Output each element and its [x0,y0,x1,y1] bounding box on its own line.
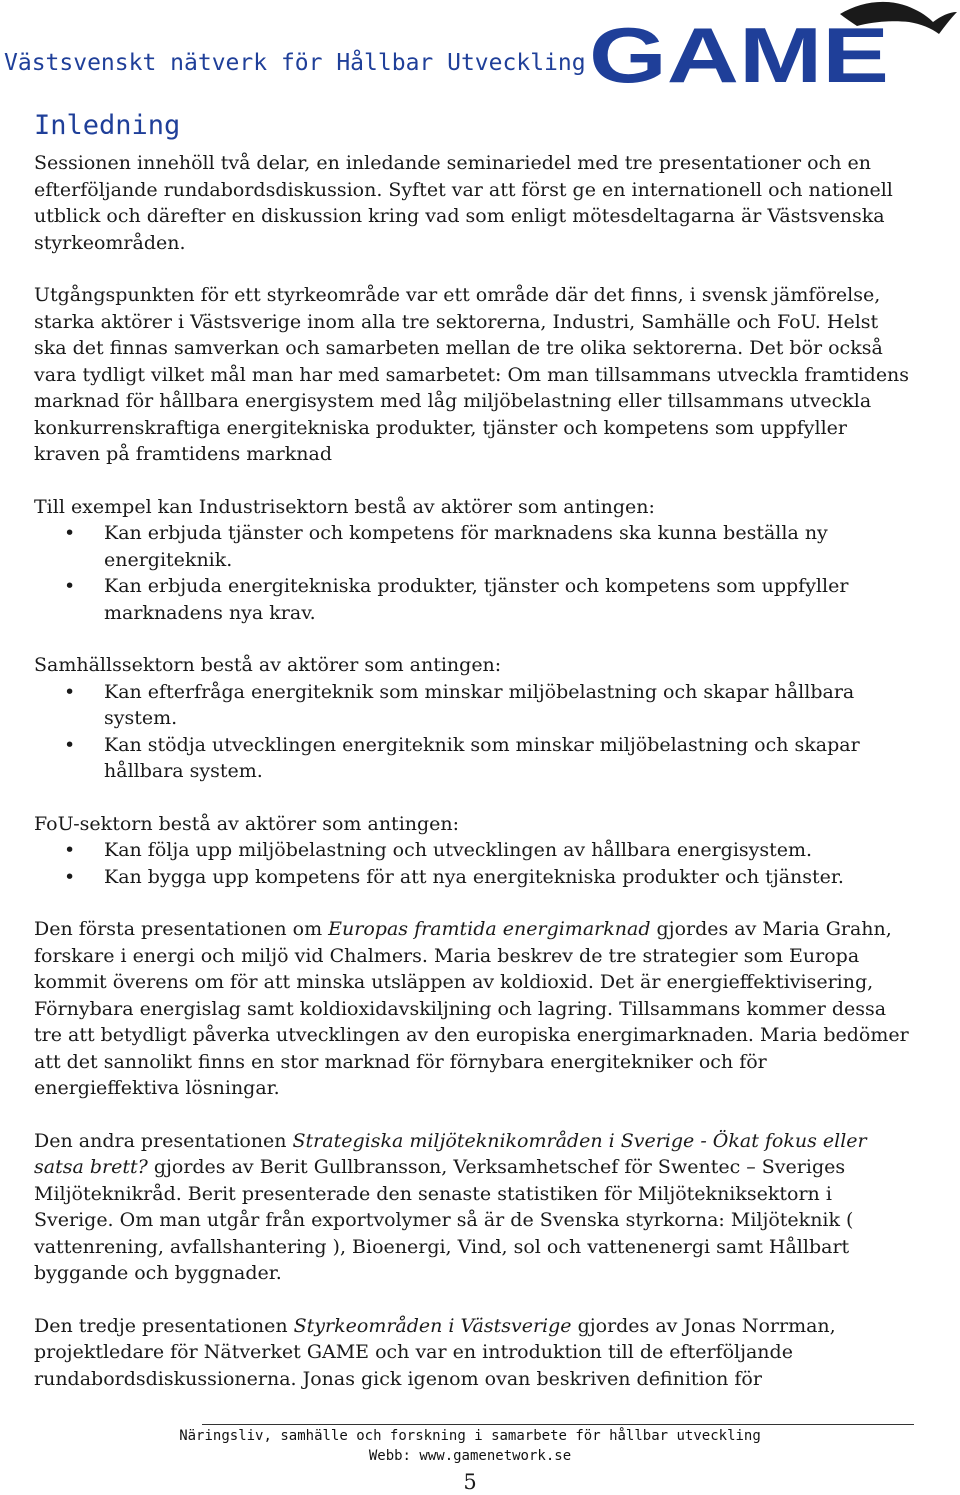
text-span: Den första presentationen om [34,918,329,940]
definition-paragraph: Utgångspunkten för ett styrkeområde var ett område där det finns, i svensk jämförelse, starka aktörer i Västsverige inom alla tre sektorerna, Industri, Samhälle och FoU. Helst ska det finnas samverkan och samarbeten mellan de tre olika sektorerna. Det bör också vara tydligt vilket mål man har med samarbetet: Om man tillsammans utveckla framtidens marknad för hållbara energisystem med låg miljöbelastning eller tillsammans utveckla konkurrenskraftiga energitekniska produkter, tjänster och kompetens som uppfyller kraven på framtidens marknad [34,284,910,465]
industri-list [34,520,914,626]
samhalle-lead: Samhällssektorn bestå av aktörer som antingen: [34,654,502,676]
text-span: gjordes av Maria Grahn, forskare i energi och miljö vid Chalmers. Maria beskrev de tre strategier som Europa kommit överens om för att minska utsläppen av koldioxid. Det är energieffektivisering, Förnybara energislag samt koldioxidavskiljning och lagring. Tillsammans kommer dessa tre att betydligt påverka utvecklingen av den europiska energimarknaden. Maria bedömer att det sannolikt finns en stor marknad för förnybara energitekniker och för energieffektiva lösningar. [34,918,909,1099]
footer-divider [202,1424,914,1425]
page-number: 5 [463,1470,477,1494]
footer-tagline: Näringsliv, samhälle och forskning i samarbete för hållbar utveckling [179,1428,761,1444]
fou-lead: FoU-sektorn bestå av aktörer som antingen: [34,812,460,835]
game-logo [585,0,960,90]
text-span: gjordes av Jonas Norrman, projektledare för Nätverket GAME och var en introduktion till de efterföljande rundabordsdiskussionerna. Jonas gick igenom ovan beskriven definition för [34,1314,836,1390]
presentation-2-paragraph [34,1128,914,1287]
presentation-2-title: Strategiska miljöteknikområden i Sverige - Ökat fokus eller satsa brett? [34,1129,867,1178]
industri-lead: Till exempel kan Industrisektorn bestå av aktörer som antingen: [34,495,655,518]
presentation-3-title: Styrkeområden i Västsverige [293,1314,572,1337]
presentation-1-title: Europas framtida energimarknad [328,918,651,940]
samhalle-list [34,679,914,785]
text-span: Den tredje presentationen [34,1314,294,1337]
list-item: • Kan erbjuda energitekniska produkter, tjänster och kompetens som uppfyller marknadens nya krav. [34,573,914,626]
presentation-3-paragraph [34,1313,914,1393]
list-item: • Kan följa upp miljöbelastning och utvecklingen av hållbara energisystem. [34,837,914,864]
footer-website: Webb: www.gamenetwork.se [368,1448,572,1464]
section-title: Inledning [34,110,181,141]
header-title: Västsvenskt nätverk för Hållbar Utveckling [4,50,586,76]
list-item: • Kan efterfråga energiteknik som minskar miljöbelastning och skapar hållbara system. [34,679,914,732]
list-item: • Kan bygga upp kompetens för att nya energitekniska produkter och tjänster. [34,864,914,891]
text-span: gjordes av Berit Gullbransson, Verksamhetschef för Swentec – Sveriges Miljöteknikråd. Berit presenterade den senaste statistiken för Miljötekniksektorn i Sverige. Om man utgår från exportvolymer så är de Svenska styrkorna: Miljöteknik ( vattenrening, avfallshantering ), Bioenergi, Vind, sol och vattenenergi samt Hållbart byggande och byggnader. [34,1156,854,1284]
list-item: • Kan erbjuda tjänster och kompetens för marknadens ska kunna beställa ny energiteknik. [34,520,914,573]
fou-list [34,837,914,890]
logo-text: GAME [589,11,889,90]
presentation-1-paragraph [34,916,914,1102]
document-body [34,108,914,1418]
intro-paragraph: Sessionen innehöll två delar, en inledande seminariedel med tre presentationer och en efterföljande rundabordsdiskussion. Syftet var att först ge en internationell och nationell utblick och därefter en diskussion kring vad som enligt mötesdeltagarna är Västsvenska styrkeområden. [34,152,893,254]
list-item: • Kan stödja utvecklingen energiteknik som minskar miljöbelastning och skapar hållbara system. [34,732,914,785]
text-span: Den andra presentationen [34,1129,293,1152]
